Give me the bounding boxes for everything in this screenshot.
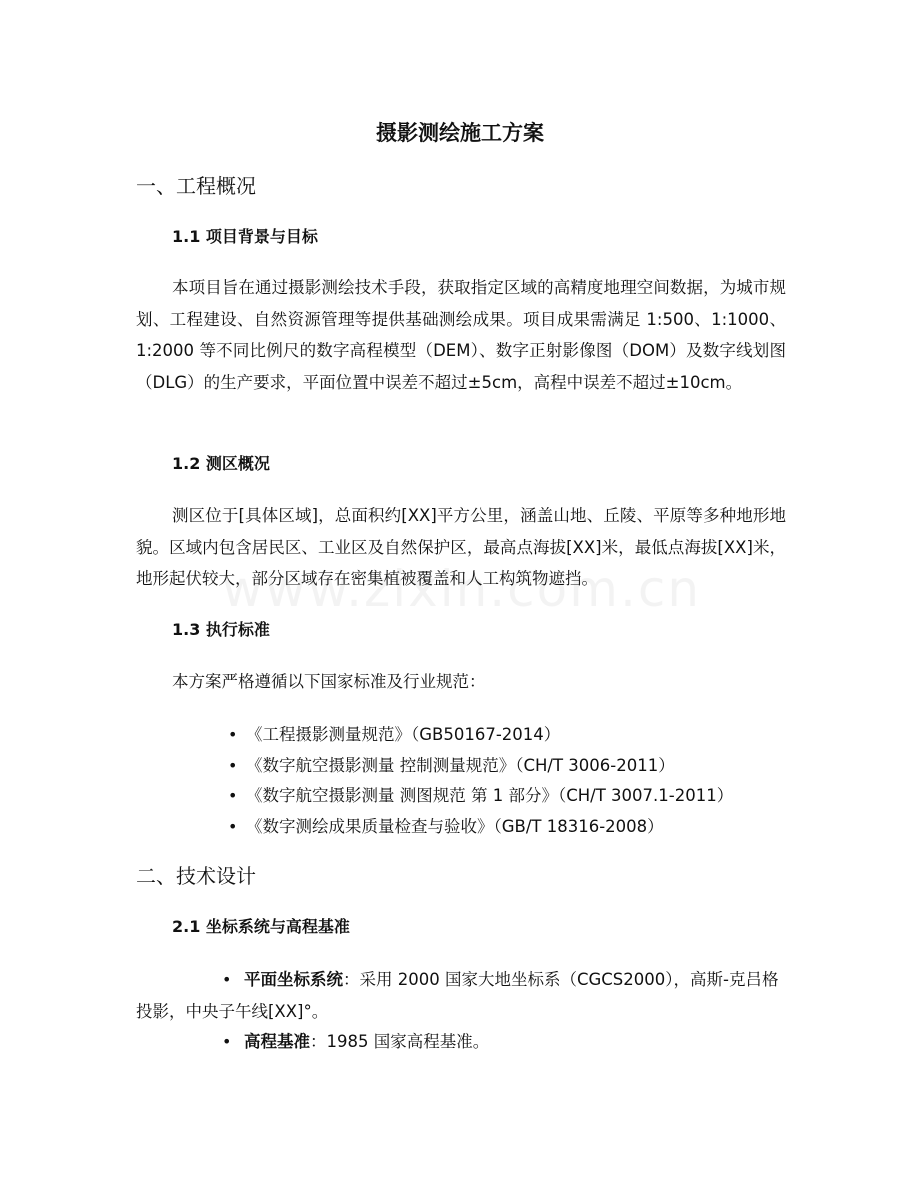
bullet-icon: •	[222, 1032, 232, 1051]
document-title: 摄影测绘施工方案	[376, 121, 544, 145]
definition-term: 平面坐标系统	[244, 970, 343, 989]
definition-item-plane-coordinate	[136, 964, 786, 1027]
bullet-icon: •	[228, 786, 238, 805]
paragraph-background: 本项目旨在通过摄影测绘技术手段，获取指定区域的高精度地理空间数据，为城市规划、工程建设、自然资源管理等提供基础测绘成果。项目成果需满足 1:500、1:1000、1:2000 等不同比例尺的数字高程模型（DEM）、数字正射影像图（DOM）及数字线划图（DLG）的生产要求，平面位置中误差不超过±5cm，高程中误差不超过±10cm。	[136, 278, 786, 392]
list-item	[222, 720, 733, 751]
list-item	[222, 781, 733, 812]
section-heading-overview: 一、工程概况	[136, 174, 256, 198]
subsection-heading-background: 1.1 项目背景与目标	[172, 227, 318, 246]
standards-intro: 本方案严格遵循以下国家标准及行业规范：	[172, 672, 486, 691]
paragraph-survey-area: 测区位于[具体区域]，总面积约[XX]平方公里，涵盖山地、丘陵、平原等多种地形地貌。区域内包含居民区、工业区及自然保护区，最高点海拔[XX]米，最低点海拔[XX]米，地形起伏较大，部分区域存在密集植被覆盖和人工构筑物遮挡。	[136, 506, 786, 588]
standard-text: 《数字测绘成果质量检查与验收》（GB/T 18316-2008）	[246, 816, 664, 836]
subsection-heading-survey-area: 1.2 测区概况	[172, 454, 270, 473]
standard-text: 《数字航空摄影测量 控制测量规范》（CH/T 3006-2011）	[246, 755, 675, 775]
section-heading-technical-design: 二、技术设计	[136, 864, 256, 888]
standard-text: 《工程摄影测量规范》（GB50167-2014）	[246, 725, 561, 744]
standard-text: 《数字航空摄影测量 测图规范 第 1 部分》（CH/T 3007.1-2011）	[246, 786, 734, 805]
bullet-icon: •	[228, 816, 238, 836]
bullet-icon: •	[222, 970, 232, 989]
definition-text: ：1985 国家高程基准。	[310, 1032, 490, 1051]
definition-text: ：采用 2000 国家大地坐标系（CGCS2000），高斯-克吕格投影，中央子午线[XX]°。	[136, 970, 779, 1021]
bullet-icon: •	[228, 755, 238, 775]
subsection-heading-coordinate-system: 2.1 坐标系统与高程基准	[172, 917, 350, 936]
definition-term: 高程基准	[244, 1032, 310, 1051]
bullet-icon: •	[228, 725, 238, 744]
list-item	[222, 812, 733, 843]
subsection-heading-standards: 1.3 执行标准	[172, 620, 270, 639]
standards-list	[222, 720, 733, 842]
list-item	[222, 751, 733, 782]
definition-item-height-datum	[136, 1026, 786, 1058]
